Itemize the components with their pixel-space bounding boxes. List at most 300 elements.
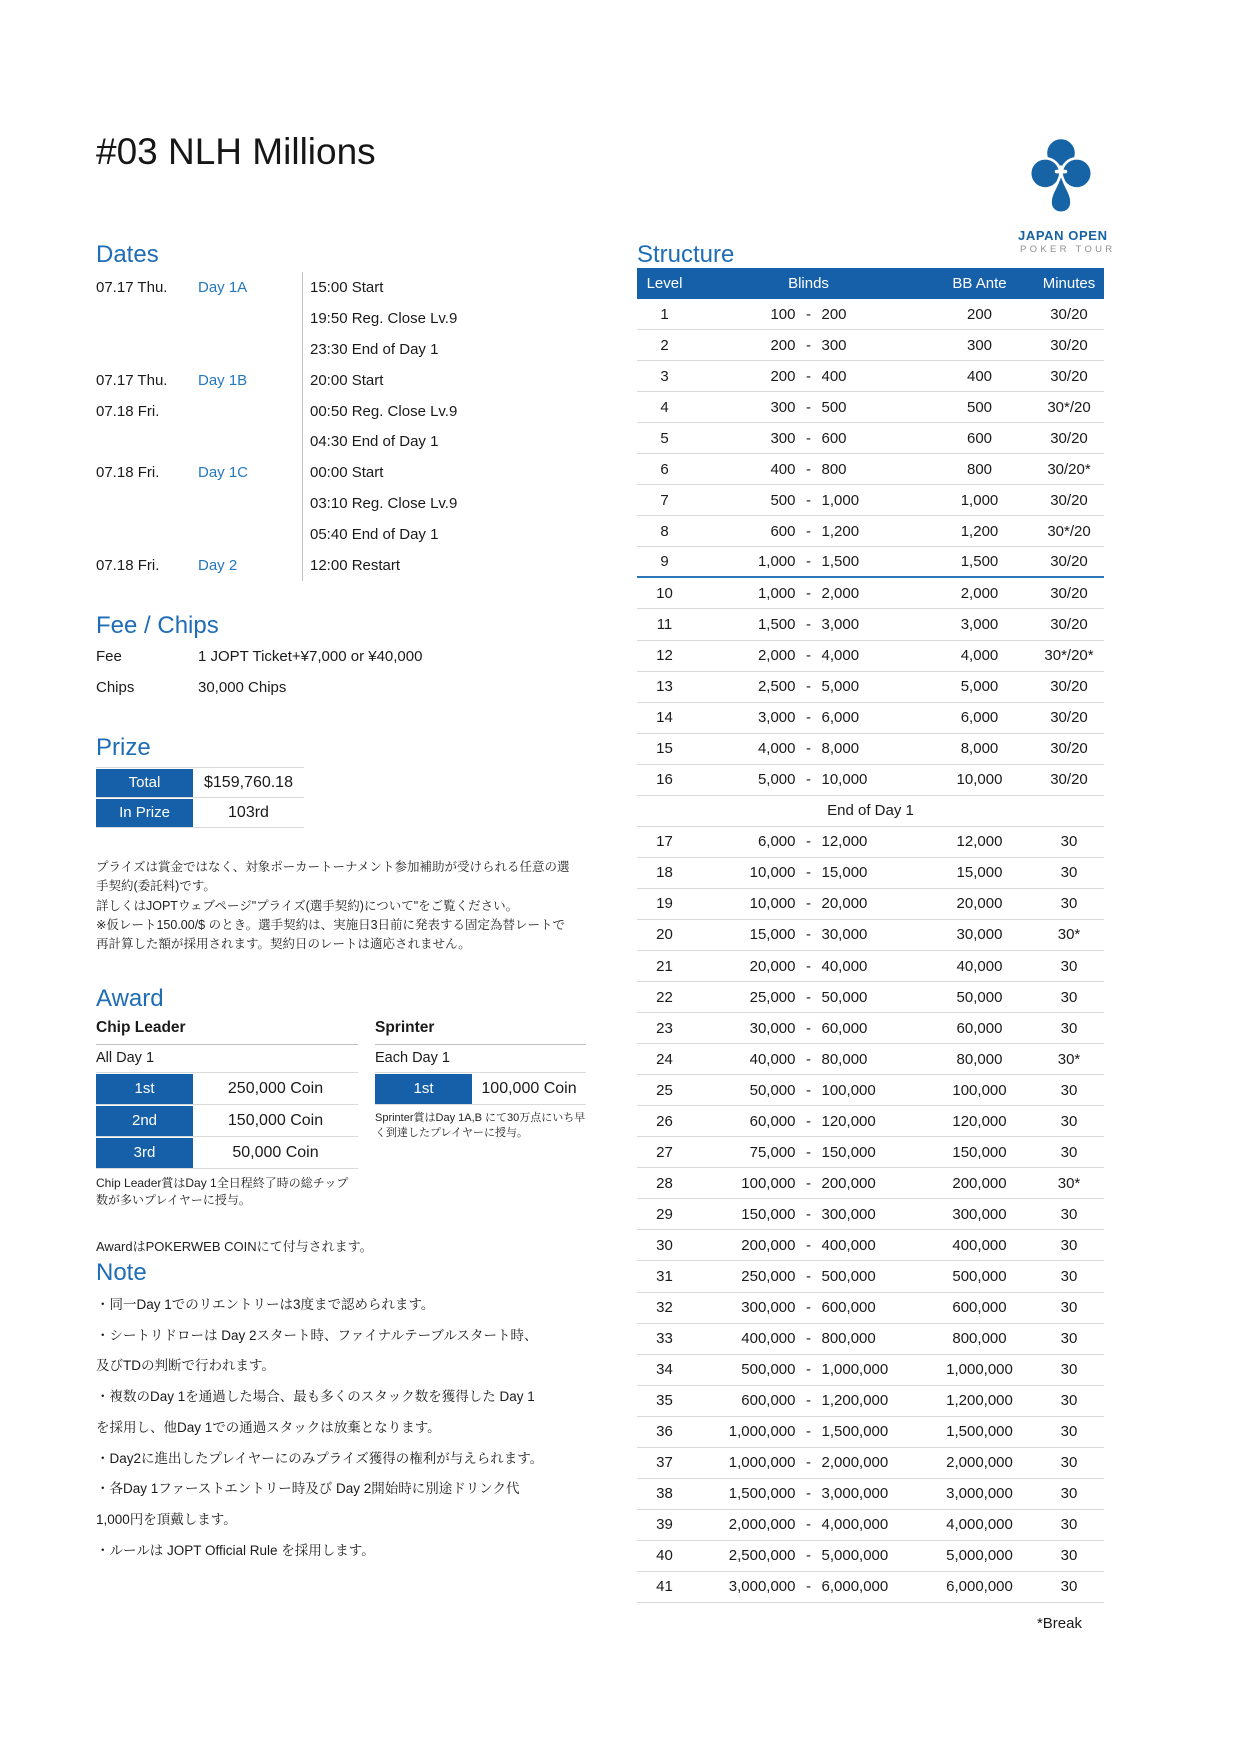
time-cell: 03:10 Reg. Close Lv.9 bbox=[302, 488, 574, 519]
bb-ante-cell: 300 bbox=[966, 336, 993, 354]
award-footnote: AwardはPOKERWEB COINにて付与されます。 bbox=[96, 1239, 373, 1254]
blinds-dash: - bbox=[806, 1205, 811, 1223]
small-blind: 400 bbox=[770, 460, 796, 478]
note-item: ・各Day 1ファーストエントリー時及び Day 2開始時に別途ドリンク代 1,000円を頂戴します。 bbox=[96, 1481, 520, 1527]
time-cell: 05:40 End of Day 1 bbox=[302, 519, 574, 550]
logo-text-line1: JAPAN OPEN bbox=[1018, 228, 1108, 243]
bb-ante-cell: 1,500,000 bbox=[946, 1423, 1013, 1441]
blinds-cell bbox=[692, 616, 925, 633]
award-row bbox=[96, 1137, 358, 1169]
blinds-dash: - bbox=[806, 1112, 811, 1130]
blinds-dash: - bbox=[806, 491, 811, 509]
level-cell: 40 bbox=[656, 1547, 673, 1565]
blinds-cell bbox=[692, 1175, 925, 1192]
level-cell: 11 bbox=[656, 615, 673, 633]
blinds-dash: - bbox=[806, 1267, 811, 1285]
structure-row bbox=[637, 516, 1104, 547]
structure-row bbox=[637, 1044, 1104, 1075]
blinds-cell bbox=[692, 1361, 925, 1378]
minutes-cell: 30 bbox=[1060, 1578, 1078, 1596]
blinds-dash: - bbox=[806, 553, 811, 571]
award-value: 250,000 Coin bbox=[227, 1079, 324, 1097]
small-blind: 1,000 bbox=[757, 553, 796, 571]
col-blinds: Blinds bbox=[788, 275, 829, 292]
big-blind: 2,000 bbox=[821, 584, 860, 602]
award-rank: 1st bbox=[96, 1073, 193, 1104]
minutes-cell: 30*/20* bbox=[1044, 647, 1094, 665]
end-of-day-label: End of Day 1 bbox=[827, 802, 914, 820]
structure-row bbox=[637, 1510, 1104, 1541]
level-cell: 18 bbox=[656, 864, 673, 882]
prize-row-value: $159,760.18 bbox=[204, 773, 293, 791]
note-item: ・複数のDay 1を通過した場合、最も多くのスタック数を獲得した Day 1を採用し、他Day 1での通過スタックは放棄となります。 bbox=[96, 1389, 535, 1435]
dates-section bbox=[96, 242, 574, 581]
level-cell: 9 bbox=[660, 553, 669, 571]
col-bb-ante: BB Ante bbox=[952, 275, 1007, 292]
structure-row bbox=[637, 454, 1104, 485]
big-blind: 80,000 bbox=[821, 1050, 868, 1068]
blinds-dash: - bbox=[806, 336, 811, 354]
blinds-cell bbox=[692, 1423, 925, 1440]
big-blind: 20,000 bbox=[821, 895, 868, 913]
small-blind: 75,000 bbox=[749, 1143, 796, 1161]
small-blind: 3,000,000 bbox=[728, 1578, 796, 1596]
blinds-dash: - bbox=[806, 522, 811, 540]
time-cell: 19:50 Reg. Close Lv.9 bbox=[302, 303, 574, 334]
bb-ante-cell: 3,000 bbox=[960, 615, 999, 633]
blinds-dash: - bbox=[806, 740, 811, 758]
small-blind: 10,000 bbox=[749, 895, 796, 913]
bb-ante-cell: 600,000 bbox=[952, 1299, 1007, 1317]
note-items bbox=[96, 1290, 548, 1566]
minutes-cell: 30/20 bbox=[1050, 615, 1088, 633]
small-blind: 25,000 bbox=[749, 988, 796, 1006]
structure-row bbox=[637, 765, 1104, 796]
blinds-dash: - bbox=[806, 398, 811, 416]
big-blind: 30,000 bbox=[821, 926, 868, 944]
day-cell: Day 1C bbox=[198, 464, 249, 482]
structure-row bbox=[637, 1572, 1104, 1603]
blinds-dash: - bbox=[806, 988, 811, 1006]
blinds-dash: - bbox=[806, 615, 811, 633]
prize-row-value: 103rd bbox=[228, 803, 269, 821]
big-blind: 120,000 bbox=[821, 1112, 876, 1130]
level-cell: 8 bbox=[660, 522, 669, 540]
blinds-dash: - bbox=[806, 1143, 811, 1161]
blinds-cell bbox=[692, 1392, 925, 1409]
blinds-cell bbox=[692, 1113, 925, 1130]
big-blind: 600 bbox=[821, 429, 847, 447]
level-cell: 15 bbox=[656, 740, 673, 758]
level-cell: 10 bbox=[656, 584, 673, 602]
structure-row bbox=[637, 1075, 1104, 1106]
dates-row bbox=[96, 334, 574, 365]
small-blind: 20,000 bbox=[749, 957, 796, 975]
minutes-cell: 30*/20 bbox=[1047, 398, 1091, 416]
fee-label: Chips bbox=[96, 679, 135, 696]
minutes-cell: 30/20 bbox=[1050, 709, 1088, 727]
level-cell: 4 bbox=[660, 398, 669, 416]
sprinter-title: Sprinter bbox=[375, 1019, 586, 1045]
blinds-cell bbox=[692, 1578, 925, 1595]
award-rank: 2nd bbox=[96, 1105, 193, 1136]
level-cell: 38 bbox=[656, 1485, 673, 1503]
big-blind: 2,000,000 bbox=[821, 1454, 889, 1472]
big-blind: 1,200 bbox=[821, 522, 860, 540]
blinds-cell bbox=[692, 1516, 925, 1533]
small-blind: 60,000 bbox=[749, 1112, 796, 1130]
blinds-cell bbox=[692, 430, 925, 447]
bb-ante-cell: 80,000 bbox=[956, 1050, 1003, 1068]
bb-ante-cell: 1,000 bbox=[960, 491, 999, 509]
level-cell: 32 bbox=[656, 1299, 673, 1317]
bb-ante-cell: 2,000,000 bbox=[946, 1454, 1013, 1472]
bb-ante-cell: 200,000 bbox=[952, 1174, 1007, 1192]
blinds-cell bbox=[692, 1020, 925, 1037]
bb-ante-cell: 500 bbox=[966, 398, 993, 416]
blinds-cell bbox=[692, 1485, 925, 1502]
small-blind: 200 bbox=[770, 367, 796, 385]
bb-ante-cell: 60,000 bbox=[956, 1019, 1003, 1037]
bb-ante-cell: 300,000 bbox=[952, 1205, 1007, 1223]
level-cell: 41 bbox=[656, 1578, 673, 1596]
bb-ante-cell: 5,000,000 bbox=[946, 1547, 1013, 1565]
small-blind: 150,000 bbox=[741, 1205, 796, 1223]
small-blind: 40,000 bbox=[749, 1050, 796, 1068]
small-blind: 500 bbox=[770, 491, 796, 509]
small-blind: 2,000,000 bbox=[728, 1516, 796, 1534]
big-blind: 3,000 bbox=[821, 615, 860, 633]
level-cell: 2 bbox=[660, 336, 669, 354]
blinds-cell bbox=[692, 368, 925, 385]
bb-ante-cell: 400 bbox=[966, 367, 993, 385]
level-cell: 6 bbox=[660, 460, 669, 478]
big-blind: 10,000 bbox=[821, 771, 868, 789]
blinds-dash: - bbox=[806, 833, 811, 851]
level-cell: 31 bbox=[656, 1267, 673, 1285]
structure-row bbox=[637, 920, 1104, 951]
big-blind: 1,500 bbox=[821, 553, 860, 571]
fee-value: 30,000 Chips bbox=[198, 679, 287, 696]
note-heading: Note bbox=[96, 1259, 147, 1286]
bb-ante-cell: 30,000 bbox=[956, 926, 1003, 944]
club-suit-icon bbox=[1028, 136, 1094, 220]
big-blind: 1,200,000 bbox=[821, 1392, 889, 1410]
level-cell: 25 bbox=[656, 1081, 673, 1099]
level-cell: 23 bbox=[656, 1019, 673, 1037]
small-blind: 400,000 bbox=[741, 1330, 796, 1348]
jopt-logo bbox=[1018, 136, 1116, 255]
small-blind: 100,000 bbox=[741, 1174, 796, 1192]
big-blind: 15,000 bbox=[821, 864, 868, 882]
blinds-dash: - bbox=[806, 1547, 811, 1565]
award-rank: 3rd bbox=[96, 1137, 193, 1168]
small-blind: 200,000 bbox=[741, 1236, 796, 1254]
bb-ante-cell: 800 bbox=[966, 460, 993, 478]
bb-ante-cell: 400,000 bbox=[952, 1236, 1007, 1254]
blinds-cell bbox=[692, 523, 925, 540]
big-blind: 400 bbox=[821, 367, 847, 385]
date-cell: 07.17 Thu. bbox=[96, 278, 168, 296]
structure-row bbox=[637, 1324, 1104, 1355]
blinds-cell bbox=[692, 306, 925, 323]
big-blind: 1,000,000 bbox=[821, 1361, 889, 1379]
minutes-cell: 30 bbox=[1060, 1423, 1078, 1441]
small-blind: 1,000,000 bbox=[728, 1423, 796, 1441]
note-item: ・シートリドローは Day 2スタート時、ファイナルテーブルスタート時、及びTDの判断で行われます。 bbox=[96, 1327, 538, 1374]
big-blind: 300,000 bbox=[821, 1205, 876, 1223]
award-heading: Award bbox=[96, 985, 164, 1012]
blinds-dash: - bbox=[806, 1516, 811, 1534]
day-cell: Day 1A bbox=[198, 278, 248, 296]
level-cell: 3 bbox=[660, 367, 669, 385]
page-title: #03 NLH Millions bbox=[96, 131, 376, 172]
dates-rows bbox=[96, 272, 574, 581]
note-section bbox=[96, 1260, 548, 1566]
small-blind: 3,000 bbox=[757, 709, 796, 727]
big-blind: 400,000 bbox=[821, 1236, 876, 1254]
blinds-dash: - bbox=[806, 1392, 811, 1410]
fee-label: Fee bbox=[96, 648, 122, 665]
bb-ante-cell: 500,000 bbox=[952, 1267, 1007, 1285]
minutes-cell: 30 bbox=[1060, 1143, 1078, 1161]
blinds-dash: - bbox=[806, 678, 811, 696]
prize-disclaimer-line: ※仮レート150.00/$ のとき。選手契約は、実施日3日前に発表する固定為替レートで再計算した額が採用されます。契約日のレートは適応されません。 bbox=[96, 917, 566, 952]
level-cell: 34 bbox=[656, 1361, 673, 1379]
bb-ante-cell: 15,000 bbox=[956, 864, 1003, 882]
dates-row bbox=[96, 396, 574, 427]
blinds-dash: - bbox=[806, 1174, 811, 1192]
blinds-cell bbox=[692, 399, 925, 416]
big-blind: 6,000,000 bbox=[821, 1578, 889, 1596]
structure-row bbox=[637, 299, 1104, 330]
minutes-cell: 30 bbox=[1060, 1516, 1078, 1534]
date-cell: 07.18 Fri. bbox=[96, 402, 160, 420]
prize-row bbox=[96, 768, 304, 798]
blinds-cell bbox=[692, 895, 925, 912]
blinds-cell bbox=[692, 771, 925, 788]
big-blind: 40,000 bbox=[821, 957, 868, 975]
fee-chips-rows bbox=[96, 641, 566, 703]
blinds-cell bbox=[692, 461, 925, 478]
structure-row bbox=[637, 485, 1104, 516]
bb-ante-cell: 1,500 bbox=[960, 553, 999, 571]
level-cell: 14 bbox=[656, 709, 673, 727]
chip-leader-title: Chip Leader bbox=[96, 1019, 358, 1045]
structure-row bbox=[637, 858, 1104, 889]
blinds-dash: - bbox=[806, 895, 811, 913]
level-cell: 16 bbox=[656, 771, 673, 789]
small-blind: 600 bbox=[770, 522, 796, 540]
minutes-cell: 30 bbox=[1060, 957, 1078, 975]
structure-row bbox=[637, 734, 1104, 765]
level-cell: 13 bbox=[656, 678, 673, 696]
note-item: ・同一Day 1でのリエントリーは3度まで認められます。 bbox=[96, 1297, 435, 1312]
small-blind: 250,000 bbox=[741, 1267, 796, 1285]
time-cell: 23:30 End of Day 1 bbox=[302, 334, 574, 365]
blinds-cell bbox=[692, 492, 925, 509]
structure-row bbox=[637, 1541, 1104, 1572]
small-blind: 4,000 bbox=[757, 740, 796, 758]
blinds-dash: - bbox=[806, 1578, 811, 1596]
prize-disclaimer-line: 詳しくはJOPTウェブページ"プライズ(選手契約)について"をご覧ください。 bbox=[96, 898, 519, 913]
minutes-cell: 30 bbox=[1060, 1330, 1078, 1348]
structure-row bbox=[637, 1355, 1104, 1386]
big-blind: 5,000 bbox=[821, 678, 860, 696]
chip-leader-block bbox=[96, 1019, 358, 1208]
level-cell: 36 bbox=[656, 1423, 673, 1441]
minutes-cell: 30 bbox=[1060, 1205, 1078, 1223]
structure-row bbox=[637, 392, 1104, 423]
dates-row bbox=[96, 303, 574, 334]
minutes-cell: 30 bbox=[1060, 988, 1078, 1006]
minutes-cell: 30 bbox=[1060, 1299, 1078, 1317]
blinds-cell bbox=[692, 1547, 925, 1564]
level-cell: 35 bbox=[656, 1392, 673, 1410]
big-blind: 4,000 bbox=[821, 647, 860, 665]
small-blind: 500,000 bbox=[741, 1361, 796, 1379]
bb-ante-cell: 6,000 bbox=[960, 709, 999, 727]
dates-row bbox=[96, 488, 574, 519]
structure-row bbox=[637, 1013, 1104, 1044]
big-blind: 6,000 bbox=[821, 709, 860, 727]
small-blind: 1,500 bbox=[757, 615, 796, 633]
logo-text-line2: POKER TOUR bbox=[1020, 244, 1116, 255]
bb-ante-cell: 600 bbox=[966, 429, 993, 447]
bb-ante-cell: 4,000 bbox=[960, 647, 999, 665]
chip-leader-rows bbox=[96, 1073, 358, 1169]
structure-row bbox=[637, 1386, 1104, 1417]
structure-row bbox=[637, 1168, 1104, 1199]
small-blind: 1,000,000 bbox=[728, 1454, 796, 1472]
day-cell: Day 1B bbox=[198, 371, 248, 389]
blinds-dash: - bbox=[806, 1019, 811, 1037]
bb-ante-cell: 12,000 bbox=[956, 833, 1003, 851]
minutes-cell: 30/20 bbox=[1050, 584, 1088, 602]
level-cell: 7 bbox=[660, 491, 669, 509]
big-blind: 800 bbox=[821, 460, 847, 478]
prize-section bbox=[96, 735, 566, 828]
blinds-dash: - bbox=[806, 584, 811, 602]
prize-row-label: In Prize bbox=[96, 798, 193, 827]
fee-chips-heading: Fee / Chips bbox=[96, 612, 219, 639]
blinds-cell bbox=[692, 1299, 925, 1316]
big-blind: 1,000 bbox=[821, 491, 860, 509]
blinds-cell bbox=[692, 926, 925, 943]
blinds-cell bbox=[692, 740, 925, 757]
small-blind: 300,000 bbox=[741, 1299, 796, 1317]
bb-ante-cell: 200 bbox=[966, 305, 993, 323]
small-blind: 5,000 bbox=[757, 771, 796, 789]
small-blind: 100 bbox=[770, 305, 796, 323]
blinds-cell bbox=[692, 1082, 925, 1099]
award-value: 100,000 Coin bbox=[481, 1079, 577, 1097]
col-level: Level bbox=[646, 275, 683, 292]
blinds-dash: - bbox=[806, 1050, 811, 1068]
minutes-cell: 30/20 bbox=[1050, 771, 1088, 789]
time-cell: 20:00 Start bbox=[302, 365, 574, 396]
big-blind: 5,000,000 bbox=[821, 1547, 889, 1565]
level-cell: 19 bbox=[656, 895, 673, 913]
level-cell: 27 bbox=[656, 1143, 673, 1161]
day-cell: Day 2 bbox=[198, 556, 238, 574]
structure-table-header bbox=[637, 268, 1104, 299]
structure-row bbox=[637, 1199, 1104, 1230]
structure-rows bbox=[637, 299, 1104, 1603]
blinds-cell bbox=[692, 989, 925, 1006]
big-blind: 1,500,000 bbox=[821, 1423, 889, 1441]
minutes-cell: 30/20 bbox=[1050, 491, 1088, 509]
big-blind: 3,000,000 bbox=[821, 1485, 889, 1503]
end-of-day-row bbox=[637, 796, 1104, 827]
dates-row bbox=[96, 550, 574, 581]
minutes-cell: 30* bbox=[1057, 1050, 1081, 1068]
big-blind: 500 bbox=[821, 398, 847, 416]
bb-ante-cell: 150,000 bbox=[952, 1143, 1007, 1161]
small-blind: 30,000 bbox=[749, 1019, 796, 1037]
time-cell: 15:00 Start bbox=[302, 272, 574, 303]
structure-row bbox=[637, 578, 1104, 609]
date-cell: 07.17 Thu. bbox=[96, 371, 168, 389]
blinds-dash: - bbox=[806, 1485, 811, 1503]
minutes-cell: 30 bbox=[1060, 1081, 1078, 1099]
structure-row bbox=[637, 547, 1104, 578]
level-cell: 5 bbox=[660, 429, 669, 447]
minutes-cell: 30/20 bbox=[1050, 740, 1088, 758]
award-value: 50,000 Coin bbox=[232, 1143, 319, 1161]
dates-row bbox=[96, 365, 574, 396]
blinds-cell bbox=[692, 709, 925, 726]
big-blind: 100,000 bbox=[821, 1081, 876, 1099]
structure-row bbox=[637, 982, 1104, 1013]
bb-ante-cell: 1,200 bbox=[960, 522, 999, 540]
dates-row bbox=[96, 426, 574, 457]
blinds-cell bbox=[692, 864, 925, 881]
structure-row bbox=[637, 1448, 1104, 1479]
bb-ante-cell: 1,000,000 bbox=[946, 1361, 1013, 1379]
break-footnote: *Break bbox=[1036, 1614, 1082, 1632]
blinds-cell bbox=[692, 958, 925, 975]
bb-ante-cell: 40,000 bbox=[956, 957, 1003, 975]
blinds-cell bbox=[692, 1144, 925, 1161]
time-cell: 04:30 End of Day 1 bbox=[302, 426, 574, 457]
blinds-cell bbox=[692, 585, 925, 602]
minutes-cell: 30* bbox=[1057, 926, 1081, 944]
blinds-cell bbox=[692, 647, 925, 664]
small-blind: 2,000 bbox=[757, 647, 796, 665]
structure-row bbox=[637, 1479, 1104, 1510]
big-blind: 500,000 bbox=[821, 1267, 876, 1285]
minutes-cell: 30 bbox=[1060, 1019, 1078, 1037]
award-value: 150,000 Coin bbox=[227, 1111, 324, 1129]
big-blind: 4,000,000 bbox=[821, 1516, 889, 1534]
small-blind: 200 bbox=[770, 336, 796, 354]
small-blind: 1,000 bbox=[757, 584, 796, 602]
blinds-dash: - bbox=[806, 305, 811, 323]
blinds-cell bbox=[692, 833, 925, 850]
chip-leader-subtitle: All Day 1 bbox=[96, 1045, 358, 1073]
structure-row bbox=[637, 1106, 1104, 1137]
small-blind: 300 bbox=[770, 429, 796, 447]
big-blind: 50,000 bbox=[821, 988, 868, 1006]
fee-chips-row bbox=[96, 641, 566, 672]
dates-heading: Dates bbox=[96, 241, 159, 268]
minutes-cell: 30 bbox=[1060, 1485, 1078, 1503]
bb-ante-cell: 20,000 bbox=[956, 895, 1003, 913]
prize-heading: Prize bbox=[96, 734, 151, 761]
structure-row bbox=[637, 1137, 1104, 1168]
small-blind: 15,000 bbox=[749, 926, 796, 944]
